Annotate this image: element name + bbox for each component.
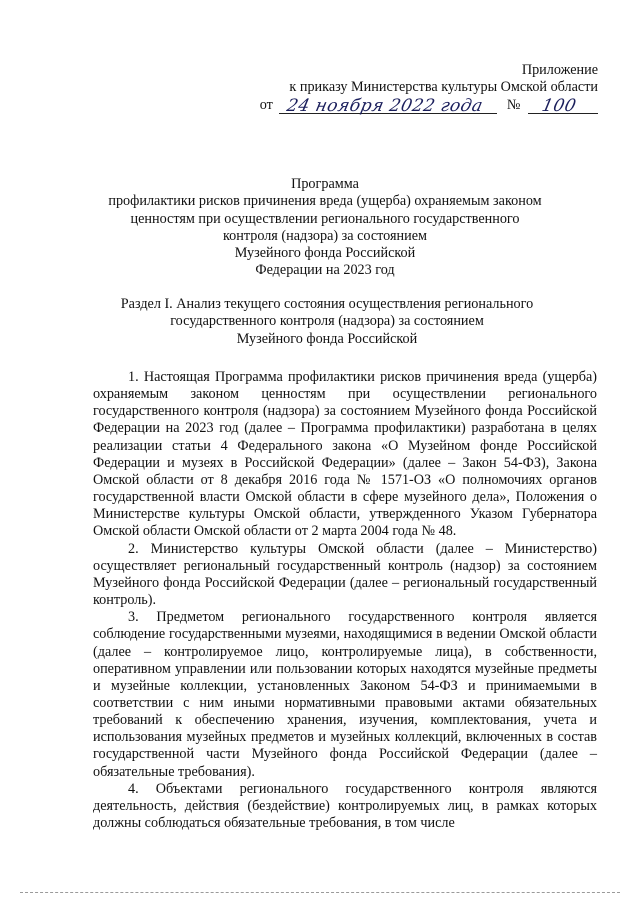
annex-date-field xyxy=(279,97,497,114)
annex-number-field xyxy=(528,97,598,114)
program-title-line: Программа xyxy=(291,176,359,192)
program-title-line: ценностям при осуществлении регионального государственного xyxy=(130,210,520,227)
annex-header xyxy=(260,62,598,114)
program-title-line: контроля (надзора) за состоянием xyxy=(223,227,427,244)
annex-date-number-row xyxy=(260,97,598,114)
paragraph-3: 3. Предметом регионального государственного контроля является соблюдение государственными музеями, находящимися в ведении Омской области (далее – контролируемое лицо, контролируемые лица), в собственности, оперативном управлении или пользовании которых находятся музейные предметы и музейные коллекции, установленных Законом 54-ФЗ и принимаемыми в соответствии с ним иными нормативными правовыми актами обязательных требований к обеспечению хранения, изучения, комплектования, учета и использования музейных предметов и музейных коллекций, включенных в состав государственной части Музейного фонда Российской Федерации (далее – обязательные требования). xyxy=(93,609,597,780)
program-title xyxy=(80,176,570,280)
page-bottom-divider xyxy=(20,892,620,893)
annex-order-reference: к приказу Министерства культуры Омской области xyxy=(289,79,598,95)
handwritten-date: 24 ноября 2022 года xyxy=(285,96,486,116)
paragraph-4: 4. Объектами регионального государственного контроля являются деятельность, действия (бездействие) контролируемых лиц, в рамках которых должны соблюдаться обязательные требования, в том числе xyxy=(93,780,597,832)
section-heading-line: Музейного фонда Российской xyxy=(236,330,418,347)
program-title-line: профилактики рисков причинения вреда (ущерба) охраняемым законом xyxy=(108,193,542,210)
section-heading-line: государственного контроля (надзора) за состоянием xyxy=(170,313,484,330)
body-text xyxy=(93,369,597,832)
paragraph-1: 1. Настоящая Программа профилактики рисков причинения вреда (ущерба) охраняемым законом ценностям при осуществлении регионального государственного контроля (надзора) за состоянием Музейного фонда Российской Федерации на 2023 год (далее – Программа профилактики) разработана в целях реализации статьи 4 Федерального закона «О Музейном фонде Российской Федерации и музеях в Российской Федерации» (далее – Закон 54-ФЗ), Закона Омской области от 8 декабря 2016 года № 1571-ОЗ «О полномочиях органов государственной власти Омской области в сфере музейного дела», Положения о Министерстве культуры Омской области, утвержденного Указом Губернатора Омской области Омской области от 2 марта 2004 года № 48. xyxy=(93,369,597,540)
handwritten-number: 100 xyxy=(539,96,579,116)
annex-title: Приложение xyxy=(521,62,598,78)
paragraph-2: 2. Министерство культуры Омской области (далее – Министерство) осуществляет региональный государственный контроль (надзор) за состоянием Музейного фонда Российской Федерации (далее – региональный государственный контроль). xyxy=(93,540,597,609)
annex-number-label: № xyxy=(506,97,521,113)
annex-from-label: от xyxy=(259,97,273,113)
program-title-line: Музейного фонда Российской xyxy=(234,245,416,262)
section-heading-line: Раздел I. Анализ текущего состояния осуществления регионального xyxy=(120,296,534,312)
program-title-line: Федерации на 2023 год xyxy=(255,262,395,279)
section-heading xyxy=(92,296,562,348)
